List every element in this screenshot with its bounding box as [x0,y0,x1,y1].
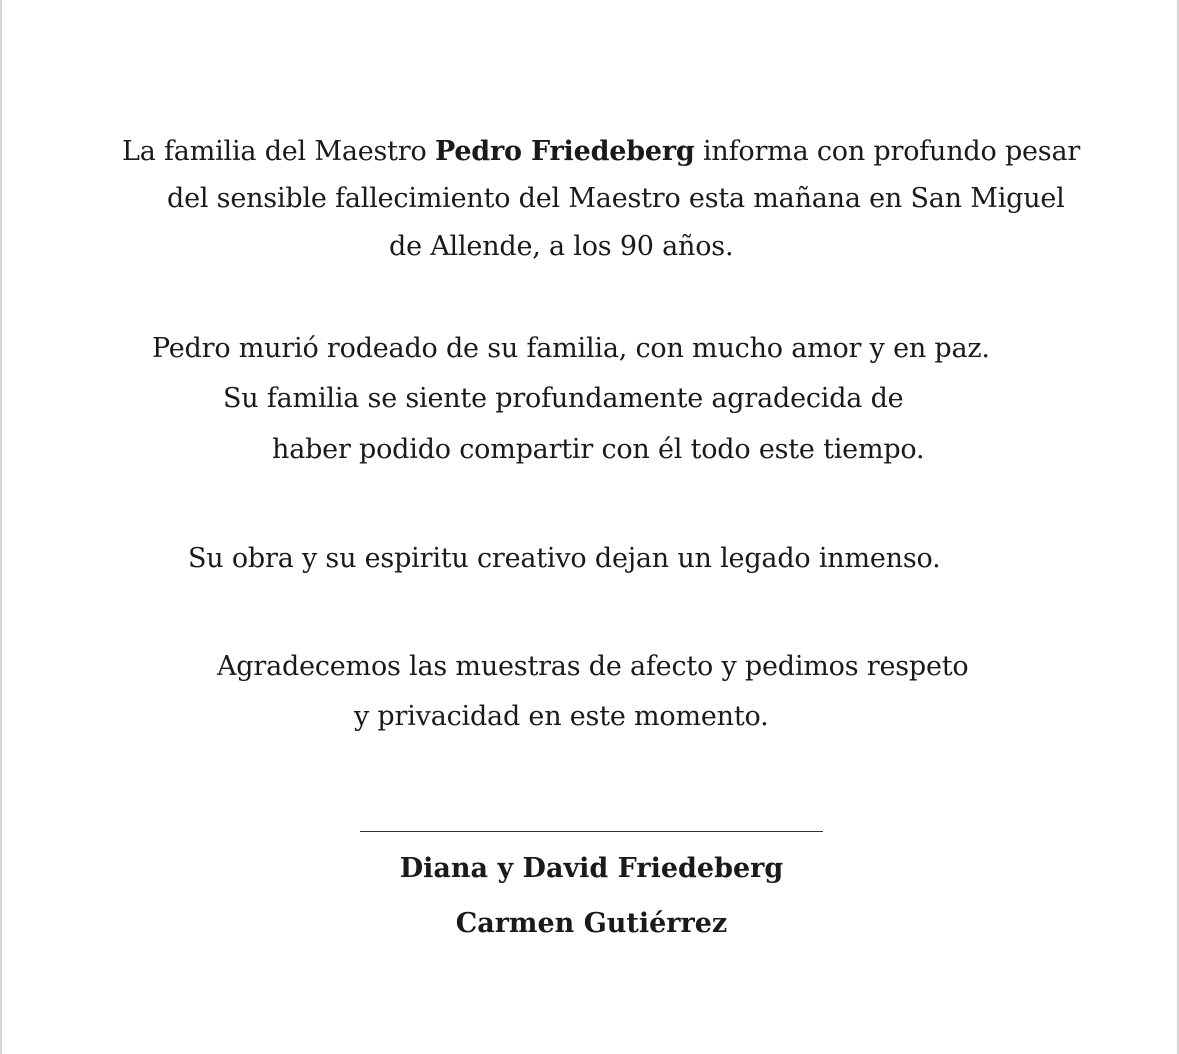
signature-line-2: Carmen Gutiérrez [455,908,728,939]
paragraph-1-line-3: de Allende, a los 90 años. [389,231,734,262]
paragraph-1-line-2: del sensible fallecimiento del Maestro esta mañana en San Miguel [167,183,1065,214]
paragraph-1-line-1 [122,136,1080,168]
artist-name: Pedro Friedeberg [434,136,695,167]
paragraph-4-line-2: y privacidad en este momento. [354,701,769,732]
intro-text: La familia del Maestro [122,136,435,167]
paragraph-3-line-1: Su obra y su espiritu creativo dejan un legado inmenso. [188,543,941,574]
intro-text-end: informa con profundo pesar [694,136,1081,167]
paragraph-4-line-1: Agradecemos las muestras de afecto y pedimos respeto [217,651,969,682]
signature-divider [360,831,823,832]
paragraph-2-line-3: haber podido compartir con él todo este tiempo. [272,434,925,465]
paragraph-2-line-2: Su familia se siente profundamente agradecida de [223,383,904,414]
signature-line-1: Diana y David Friedeberg [399,853,784,884]
paragraph-2-line-1: Pedro murió rodeado de su familia, con mucho amor y en paz. [152,333,990,364]
